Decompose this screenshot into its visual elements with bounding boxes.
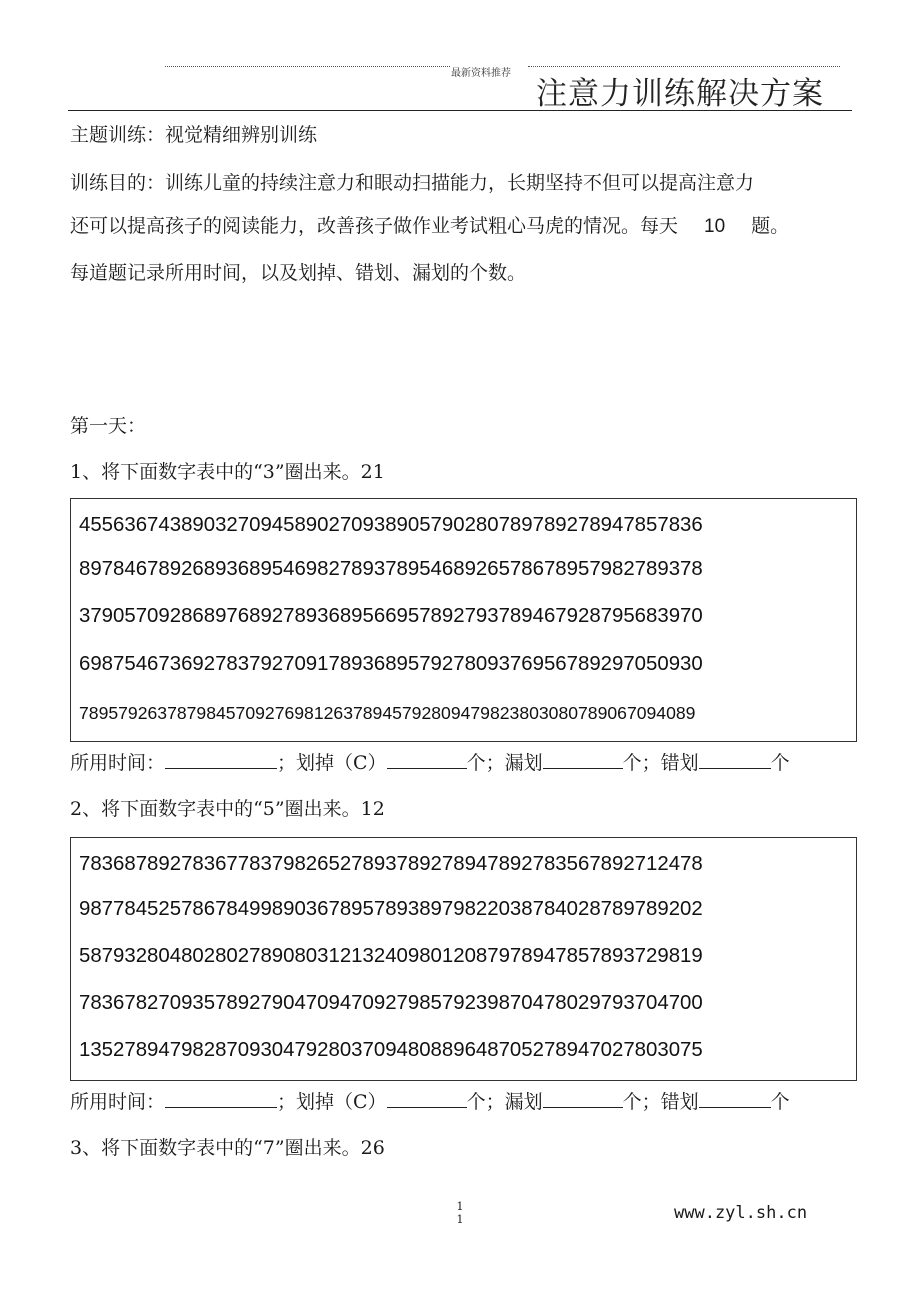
missed-label: 个；漏划 bbox=[466, 1091, 543, 1113]
day-title: 第一天： bbox=[70, 415, 147, 437]
time-blank[interactable] bbox=[165, 1091, 277, 1108]
wrong-label: 个；错划 bbox=[622, 752, 699, 774]
number-row: 1352789479828709304792803709480889648705278947027803075 bbox=[79, 1039, 703, 1061]
unit-label: 个 bbox=[770, 1091, 790, 1113]
cross-label: ；划掉（C） bbox=[277, 1091, 387, 1113]
number-row: 9877845257867849989036789578938979822038784028789789202 bbox=[79, 898, 703, 920]
purpose-line-2 bbox=[70, 217, 789, 236]
wrong-label: 个；错划 bbox=[622, 1091, 699, 1113]
exercise-1-record bbox=[70, 752, 790, 773]
header-rule bbox=[68, 110, 852, 111]
exercise-2-number-table bbox=[70, 837, 857, 1081]
header-title: 注意力训练解决方案 bbox=[536, 76, 824, 112]
purpose-line-1: 训练目的：训练儿童的持续注意力和眼动扫描能力，长期坚持不但可以提高注意力 bbox=[70, 172, 755, 194]
exercise-3-prompt: 3、将下面数字表中的“7”圈出来。26 bbox=[70, 1137, 385, 1159]
purpose-line-2-end: 题。 bbox=[751, 215, 790, 237]
exercise-2-record bbox=[70, 1091, 790, 1112]
wrong-blank[interactable] bbox=[699, 1091, 771, 1108]
number-row: 4556367438903270945890270938905790280789789278947857836 bbox=[79, 514, 703, 536]
page-number bbox=[454, 1200, 466, 1226]
missed-blank[interactable] bbox=[543, 752, 623, 769]
cross-label: ；划掉（C） bbox=[277, 752, 387, 774]
number-row: 7895792637879845709276981263789457928094798238030807890670940​89 bbox=[79, 703, 696, 723]
header-dotted-line-left bbox=[165, 66, 450, 67]
page-number-bottom: 1 bbox=[456, 1213, 464, 1226]
cross-blank[interactable] bbox=[387, 752, 467, 769]
number-row: 7836878927836778379826527893789278947892783567892712478 bbox=[79, 853, 703, 875]
exercise-1-prompt: 1、将下面数字表中的“3”圈出来。21 bbox=[70, 461, 385, 483]
time-label: 所用时间： bbox=[70, 752, 166, 774]
number-row: 5879328048028027890803121324098012087978947857893729819 bbox=[79, 945, 703, 967]
number-row: 6987546736927837927091789368957927809376956789297050930 bbox=[79, 653, 703, 675]
exercise-2-prompt: 2、将下面数字表中的“5”圈出来。12 bbox=[70, 798, 385, 820]
purpose-line-2-text: 还可以提高孩子的阅读能力，改善孩子做作业考试粗心马虎的情况。每天 bbox=[70, 215, 679, 237]
topic-line: 主题训练：视觉精细辨别训练 bbox=[70, 124, 318, 146]
unit-label: 个 bbox=[770, 752, 790, 774]
number-row: 7836782709357892790470947092798579239870478029793704700 bbox=[79, 992, 703, 1014]
header-small-text: 最新资料推荐 bbox=[451, 68, 511, 79]
number-row: 3790570928689768927893689566957892793789467928795683970 bbox=[79, 605, 703, 627]
cross-blank[interactable] bbox=[387, 1091, 467, 1108]
purpose-line-3: 每道题记录所用时间，以及划掉、错划、漏划的个数。 bbox=[70, 262, 527, 284]
time-blank[interactable] bbox=[165, 752, 277, 769]
exercise-1-number-table bbox=[70, 498, 857, 742]
number-row: 8978467892689368954698278937895468926578678957982789378 bbox=[79, 558, 703, 580]
missed-label: 个；漏划 bbox=[466, 752, 543, 774]
header-dotted-line-right bbox=[528, 66, 840, 67]
time-label: 所用时间： bbox=[70, 1091, 166, 1113]
missed-blank[interactable] bbox=[543, 1091, 623, 1108]
wrong-blank[interactable] bbox=[699, 752, 771, 769]
daily-count: 10 bbox=[704, 216, 726, 237]
page-number-top: 1 bbox=[456, 1200, 464, 1213]
footer-url: www.zyl.sh.cn bbox=[674, 1203, 808, 1223]
